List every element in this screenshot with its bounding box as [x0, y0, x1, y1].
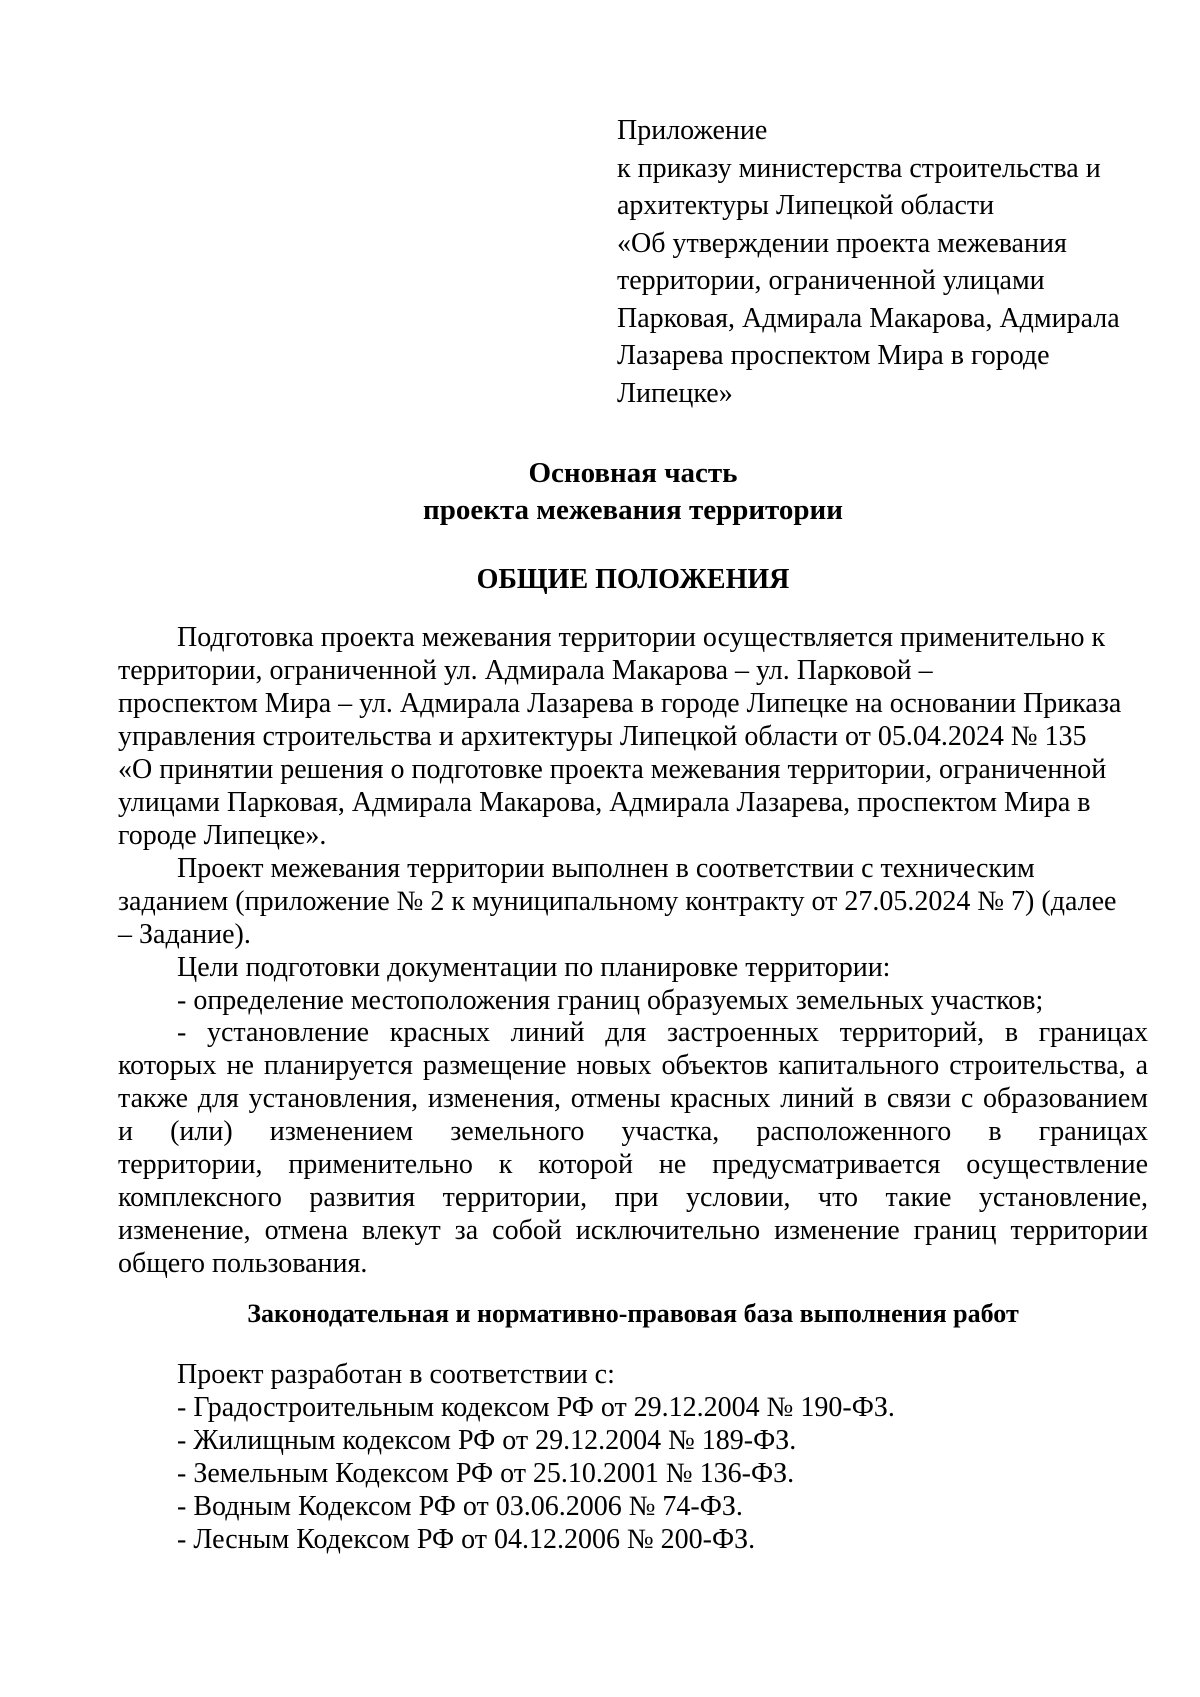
goal-item: - определение местоположения границ образуемых земельных участков; [177, 985, 1044, 1016]
legal-base-item: - Земельным Кодексом РФ от 25.10.2001 № 136-ФЗ. [177, 1458, 795, 1489]
paragraph-line: территории, применительно к которой не предусматривается осуществление [118, 1149, 1148, 1180]
appendix-line: «Об утверждении проекта межевания [617, 227, 1067, 259]
section-heading-general: ОБЩИЕ ПОЛОЖЕНИЯ [476, 564, 790, 595]
appendix-line: Парковая, Адмирала Макарова, Адмирала [617, 302, 1120, 334]
paragraph-line: территории, ограниченной ул. Адмирала Макарова – ул. Парковой – [118, 655, 933, 686]
appendix-line: Лазарева проспектом Мира в городе [617, 340, 1050, 371]
legal-base-item: - Водным Кодексом РФ от 03.06.2006 № 74-ФЗ. [177, 1491, 743, 1522]
paragraph-line: Подготовка проекта межевания территории осуществляется применительно к [177, 622, 1106, 653]
document-title-line-1: Основная часть [528, 457, 738, 489]
paragraph-line: – Задание). [118, 919, 251, 950]
paragraph-line: Проект межевания территории выполнен в соответствии с техническим [177, 853, 1035, 884]
legal-base-item: - Лесным Кодексом РФ от 04.12.2006 № 200-ФЗ. [177, 1524, 756, 1555]
goals-list [118, 951, 1148, 1017]
appendix-line: архитектуры Липецкой области [617, 190, 995, 221]
appendix-line: Липецке» [617, 377, 733, 409]
paragraph-line: и (или) изменением земельного участка, расположенного в границах [118, 1116, 1148, 1147]
paragraph-line: - установление красных линий для застроенных территорий, в границах [177, 1017, 1148, 1048]
paragraph-line: также для установления, изменения, отмены красных линий в связи с образованием [118, 1083, 1148, 1114]
paragraph-basis [118, 621, 1148, 852]
paragraph-line: проспектом Мира – ул. Адмирала Лазарева в городе Липецке на основании Приказа [118, 688, 1122, 719]
paragraph-line: городе Липецке». [118, 820, 327, 851]
goal-item-red-lines [118, 1016, 1148, 1280]
paragraph-assignment [118, 852, 1148, 951]
goals-intro: Цели подготовки документации по планировке территории: [177, 952, 891, 983]
paragraph-line: улицами Парковая, Адмирала Макарова, Адмирала Лазарева, проспектом Мира в [118, 787, 1091, 818]
paragraph-line: изменение, отмена влекут за собой исключительно изменение границ территории [118, 1215, 1148, 1246]
paragraph-line: общего пользования. [118, 1248, 368, 1279]
appendix-line: к приказу министерства строительства и [617, 152, 1101, 184]
paragraph-line: которых не планируется размещение новых объектов капитального строительства, а [118, 1050, 1148, 1081]
paragraph-line: заданием (приложение № 2 к муниципальному контракту от 27.05.2024 № 7) (далее [118, 886, 1117, 917]
paragraph-line: управления строительства и архитектуры Липецкой области от 05.04.2024 № 135 [118, 721, 1087, 752]
document-title-line-2: проекта межевания территории [423, 494, 843, 526]
appendix-header [617, 112, 1137, 412]
paragraph-line: комплексного развития территории, при условии, что такие установление, [118, 1182, 1148, 1213]
legal-base-item: - Жилищным кодексом РФ от 29.12.2004 № 189-ФЗ. [177, 1425, 797, 1456]
legal-base-intro: Проект разработан в соответствии с: [177, 1359, 615, 1390]
document-title [118, 455, 1148, 529]
section-heading-legal-base: Законодательная и нормативно-правовая база выполнения работ [247, 1299, 1019, 1328]
legal-base-list [118, 1358, 1148, 1556]
appendix-line: территории, ограниченной улицами [617, 265, 1045, 296]
paragraph-line: «О принятии решения о подготовке проекта межевания территории, ограниченной [118, 754, 1107, 785]
legal-base-item: - Градостроительным кодексом РФ от 29.12.2004 № 190-ФЗ. [177, 1392, 895, 1423]
appendix-line: Приложение [617, 115, 768, 146]
